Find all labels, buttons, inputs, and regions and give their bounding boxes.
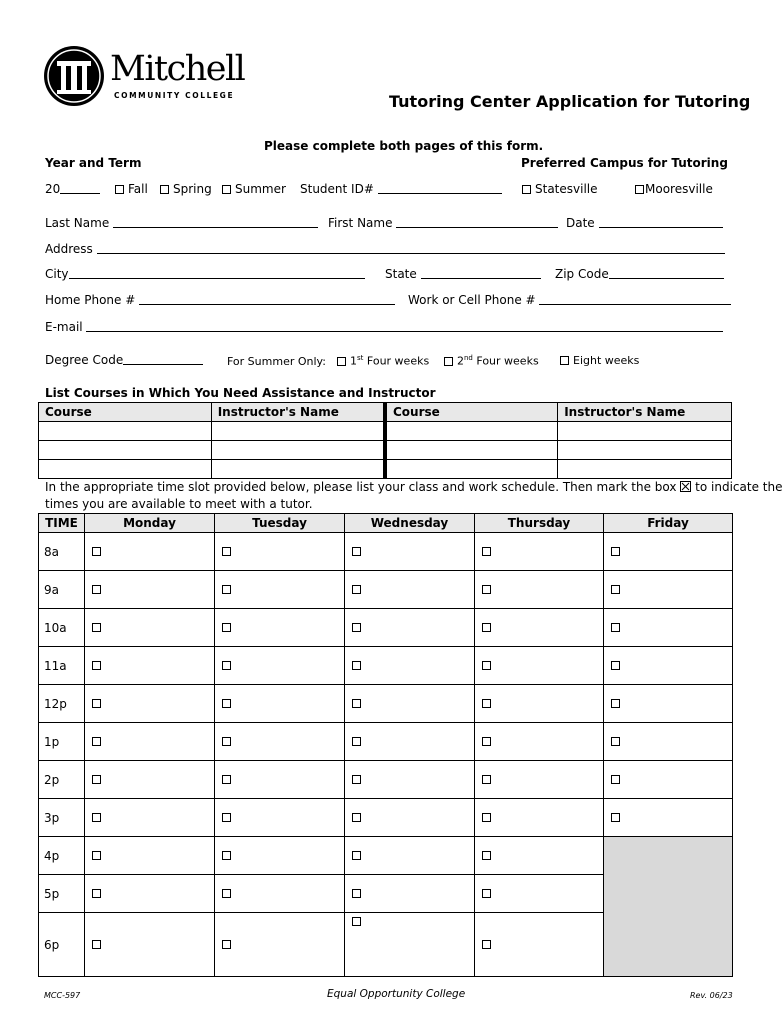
courses-heading: List Courses in Which You Need Assistance and Instructor [45, 386, 436, 400]
schedule-table [38, 513, 733, 977]
schedule-instructions-cont: times you are available to meet with a tutor. [45, 497, 313, 511]
availability-checkbox[interactable] [482, 623, 491, 632]
time-slot-label: 8a [39, 533, 85, 571]
schedule-row [39, 609, 733, 647]
logo-name: Mitchell [110, 49, 245, 89]
availability-checkbox[interactable] [352, 889, 361, 898]
schedule-cell[interactable] [345, 685, 475, 723]
availability-checkbox[interactable] [611, 623, 620, 632]
schedule-cell[interactable] [215, 875, 345, 913]
schedule-cell[interactable] [604, 571, 733, 609]
thursday-header: Thursday [475, 514, 604, 533]
time-slot-label: 3p [39, 799, 85, 837]
campus-statesville-option[interactable] [522, 182, 598, 196]
availability-checkbox[interactable] [352, 699, 361, 708]
schedule-cell[interactable] [475, 533, 604, 571]
schedule-cell[interactable] [475, 761, 604, 799]
summer-eight-weeks-option[interactable] [560, 354, 639, 367]
schedule-cell[interactable] [345, 761, 475, 799]
course-header: Course [39, 403, 212, 422]
option-label: Mooresville [645, 182, 713, 196]
availability-checkbox[interactable] [222, 940, 231, 949]
checked-box-icon [680, 481, 691, 492]
time-slot-label: 6p [39, 913, 85, 977]
availability-checkbox[interactable] [352, 737, 361, 746]
availability-checkbox[interactable] [222, 851, 231, 860]
availability-checkbox[interactable] [482, 585, 491, 594]
course-cell[interactable] [385, 460, 558, 479]
schedule-cell[interactable] [85, 913, 215, 977]
first-name-field[interactable] [328, 216, 558, 230]
schedule-instructions [45, 480, 782, 494]
field-label: E-mail [45, 320, 83, 334]
schedule-cell[interactable] [85, 533, 215, 571]
field-label: Last Name [45, 216, 110, 230]
schedule-cell[interactable] [604, 647, 733, 685]
instructions-text: In the appropriate time slot provided below, please list your class and work schedule. Then mark the box [45, 480, 677, 494]
degree-code-field[interactable] [45, 353, 203, 367]
schedule-cell[interactable] [604, 685, 733, 723]
schedule-cell[interactable] [215, 571, 345, 609]
schedule-cell[interactable] [475, 875, 604, 913]
schedule-cell[interactable] [345, 533, 475, 571]
availability-checkbox[interactable] [352, 813, 361, 822]
course-cell[interactable] [39, 441, 212, 460]
availability-checkbox[interactable] [222, 775, 231, 784]
checkbox[interactable] [337, 357, 346, 366]
time-slot-label: 10a [39, 609, 85, 647]
schedule-cell[interactable] [604, 799, 733, 837]
option-number: 2 [457, 354, 464, 368]
email-field[interactable] [45, 320, 723, 334]
schedule-row [39, 685, 733, 723]
field-label: City [45, 267, 69, 281]
availability-checkbox[interactable] [482, 737, 491, 746]
availability-checkbox[interactable] [222, 699, 231, 708]
availability-checkbox[interactable] [92, 585, 101, 594]
availability-checkbox[interactable] [222, 889, 231, 898]
availability-checkbox[interactable] [482, 889, 491, 898]
availability-checkbox[interactable] [611, 737, 620, 746]
schedule-cell[interactable] [215, 723, 345, 761]
schedule-row [39, 837, 733, 875]
availability-checkbox[interactable] [352, 623, 361, 632]
schedule-cell[interactable] [215, 609, 345, 647]
field-label: Degree Code [45, 353, 124, 367]
schedule-cell[interactable] [345, 799, 475, 837]
column-emblem-icon [44, 46, 104, 106]
zip-field[interactable] [555, 267, 724, 281]
availability-checkbox[interactable] [352, 547, 361, 556]
option-label: Statesville [535, 182, 598, 196]
availability-checkbox[interactable] [482, 547, 491, 556]
term-summer-option[interactable] [222, 182, 286, 196]
work-phone-field[interactable] [408, 293, 731, 307]
wednesday-header: Wednesday [345, 514, 475, 533]
logo-subtitle: COMMUNITY COLLEGE [114, 91, 235, 100]
summer-first-four-weeks-option[interactable] [337, 354, 429, 368]
friday-header: Friday [604, 514, 733, 533]
schedule-row [39, 723, 733, 761]
course-cell[interactable] [39, 422, 212, 441]
state-field[interactable] [385, 267, 541, 281]
availability-checkbox[interactable] [352, 775, 361, 784]
instructor-header: Instructor's Name [211, 403, 385, 422]
availability-checkbox[interactable] [611, 547, 620, 556]
availability-checkbox[interactable] [92, 940, 101, 949]
schedule-cell[interactable] [85, 609, 215, 647]
revision-date: Rev. 06/23 [690, 991, 733, 1000]
course-cell[interactable] [385, 441, 558, 460]
schedule-cell[interactable] [345, 875, 475, 913]
form-instruction: Please complete both pages of this form. [264, 139, 544, 153]
availability-checkbox[interactable] [611, 775, 620, 784]
student-id-label: Student ID# [300, 182, 374, 196]
table-row [39, 422, 732, 441]
schedule-cell[interactable] [475, 799, 604, 837]
term-fall-option[interactable] [115, 182, 148, 196]
course-cell[interactable] [39, 460, 212, 479]
time-slot-label: 2p [39, 761, 85, 799]
schedule-cell[interactable] [475, 837, 604, 875]
college-logo [44, 46, 245, 108]
instructor-cell[interactable] [211, 460, 385, 479]
home-phone-field[interactable] [45, 293, 395, 307]
field-label: Address [45, 242, 93, 256]
campus-label: Preferred Campus for Tutoring [521, 156, 728, 170]
year-prefix: 20 [45, 182, 61, 196]
availability-checkbox[interactable] [92, 737, 101, 746]
option-label: Four weeks [363, 354, 430, 368]
year-term-label: Year and Term [45, 156, 142, 170]
time-slot-label: 12p [39, 685, 85, 723]
schedule-cell[interactable] [604, 533, 733, 571]
schedule-cell[interactable] [345, 609, 475, 647]
availability-checkbox[interactable] [611, 699, 620, 708]
field-label: Zip Code [555, 267, 609, 281]
availability-checkbox[interactable] [611, 813, 620, 822]
schedule-cell[interactable] [475, 723, 604, 761]
option-superscript: st [357, 354, 364, 362]
summer-label: For Summer Only: [227, 355, 326, 368]
schedule-cell[interactable] [215, 837, 345, 875]
form-code: MCC-597 [44, 991, 81, 1000]
schedule-cell[interactable] [475, 913, 604, 977]
schedule-cell[interactable] [604, 761, 733, 799]
schedule-row [39, 761, 733, 799]
city-field[interactable] [45, 267, 365, 281]
instructions-text: to indicate the [695, 480, 782, 494]
table-row [39, 441, 732, 460]
availability-checkbox[interactable] [92, 661, 101, 670]
availability-checkbox[interactable] [611, 661, 620, 670]
campus-mooresville-option[interactable] [635, 182, 713, 196]
schedule-cell[interactable] [85, 647, 215, 685]
availability-checkbox[interactable] [222, 661, 231, 670]
schedule-cell[interactable] [215, 685, 345, 723]
option-label: Eight weeks [573, 354, 640, 367]
availability-checkbox[interactable] [222, 585, 231, 594]
availability-checkbox[interactable] [482, 940, 491, 949]
option-label: Fall [128, 182, 148, 196]
course-header: Course [385, 403, 558, 422]
form-title: Tutoring Center Application for Tutoring [389, 92, 751, 111]
option-label: Spring [173, 182, 212, 196]
instructor-cell[interactable] [558, 460, 732, 479]
schedule-cell[interactable] [85, 571, 215, 609]
field-label: Work or Cell Phone # [408, 293, 536, 307]
tuesday-header: Tuesday [215, 514, 345, 533]
monday-header: Monday [85, 514, 215, 533]
time-slot-label: 9a [39, 571, 85, 609]
checkbox[interactable] [522, 185, 531, 194]
schedule-cell[interactable] [475, 609, 604, 647]
schedule-cell[interactable] [85, 761, 215, 799]
availability-checkbox[interactable] [482, 775, 491, 784]
address-field[interactable] [45, 242, 725, 256]
option-number: 1 [350, 354, 357, 368]
schedule-cell[interactable] [475, 685, 604, 723]
schedule-cell[interactable] [85, 723, 215, 761]
availability-checkbox[interactable] [611, 585, 620, 594]
schedule-cell[interactable] [215, 533, 345, 571]
schedule-cell[interactable] [345, 571, 475, 609]
instructor-header: Instructor's Name [558, 403, 732, 422]
schedule-cell[interactable] [85, 875, 215, 913]
equal-opportunity-text: Equal Opportunity College [327, 988, 466, 1000]
last-name-field[interactable] [45, 216, 318, 230]
instructor-cell[interactable] [211, 422, 385, 441]
availability-checkbox[interactable] [92, 889, 101, 898]
availability-checkbox[interactable] [222, 623, 231, 632]
field-label: State [385, 267, 417, 281]
availability-checkbox[interactable] [222, 547, 231, 556]
availability-checkbox[interactable] [482, 661, 491, 670]
student-id-field[interactable] [300, 182, 502, 196]
checkbox[interactable] [560, 356, 569, 365]
time-slot-label: 4p [39, 837, 85, 875]
schedule-cell[interactable] [345, 723, 475, 761]
schedule-cell[interactable] [604, 609, 733, 647]
courses-table [38, 402, 732, 479]
course-cell[interactable] [385, 422, 558, 441]
availability-checkbox[interactable] [222, 813, 231, 822]
availability-checkbox[interactable] [92, 547, 101, 556]
availability-checkbox[interactable] [482, 851, 491, 860]
year-field[interactable] [45, 182, 100, 196]
checkbox[interactable] [160, 185, 169, 194]
schedule-row [39, 799, 733, 837]
time-slot-label: 11a [39, 647, 85, 685]
table-row [39, 460, 732, 479]
field-label: Home Phone # [45, 293, 136, 307]
schedule-cell[interactable] [215, 761, 345, 799]
instructor-cell[interactable] [558, 422, 732, 441]
availability-checkbox[interactable] [92, 623, 101, 632]
schedule-cell[interactable] [215, 913, 345, 977]
schedule-cell[interactable] [85, 837, 215, 875]
checkbox[interactable] [115, 185, 124, 194]
availability-checkbox[interactable] [482, 813, 491, 822]
checkbox[interactable] [635, 185, 644, 194]
checkbox[interactable] [222, 185, 231, 194]
availability-checkbox[interactable] [92, 813, 101, 822]
date-field[interactable] [566, 216, 723, 230]
schedule-cell[interactable] [85, 685, 215, 723]
field-label: Date [566, 216, 595, 230]
schedule-cell[interactable] [475, 647, 604, 685]
availability-checkbox[interactable] [222, 737, 231, 746]
availability-checkbox[interactable] [352, 585, 361, 594]
availability-checkbox[interactable] [482, 699, 491, 708]
availability-checkbox[interactable] [352, 851, 361, 860]
availability-checkbox[interactable] [92, 699, 101, 708]
schedule-cell[interactable] [345, 647, 475, 685]
schedule-cell[interactable] [475, 571, 604, 609]
option-superscript: nd [464, 354, 473, 362]
unavailable-block [604, 837, 733, 977]
schedule-cell[interactable] [215, 647, 345, 685]
schedule-row [39, 571, 733, 609]
summer-second-four-weeks-option[interactable] [444, 354, 539, 368]
instructor-cell[interactable] [558, 441, 732, 460]
instructor-cell[interactable] [211, 441, 385, 460]
option-label: Summer [235, 182, 286, 196]
availability-checkbox[interactable] [92, 775, 101, 784]
schedule-cell[interactable] [85, 799, 215, 837]
time-header: TIME [39, 514, 85, 533]
field-label: First Name [328, 216, 393, 230]
time-slot-label: 1p [39, 723, 85, 761]
option-label: Four weeks [472, 354, 539, 368]
schedule-row [39, 533, 733, 571]
availability-checkbox[interactable] [352, 661, 361, 670]
availability-checkbox[interactable] [92, 851, 101, 860]
schedule-cell[interactable] [604, 723, 733, 761]
schedule-cell[interactable] [345, 837, 475, 875]
time-slot-label: 5p [39, 875, 85, 913]
schedule-cell[interactable] [345, 913, 475, 977]
availability-checkbox[interactable] [352, 917, 361, 926]
schedule-cell[interactable] [215, 799, 345, 837]
checkbox[interactable] [444, 357, 453, 366]
term-spring-option[interactable] [160, 182, 212, 196]
schedule-row [39, 647, 733, 685]
